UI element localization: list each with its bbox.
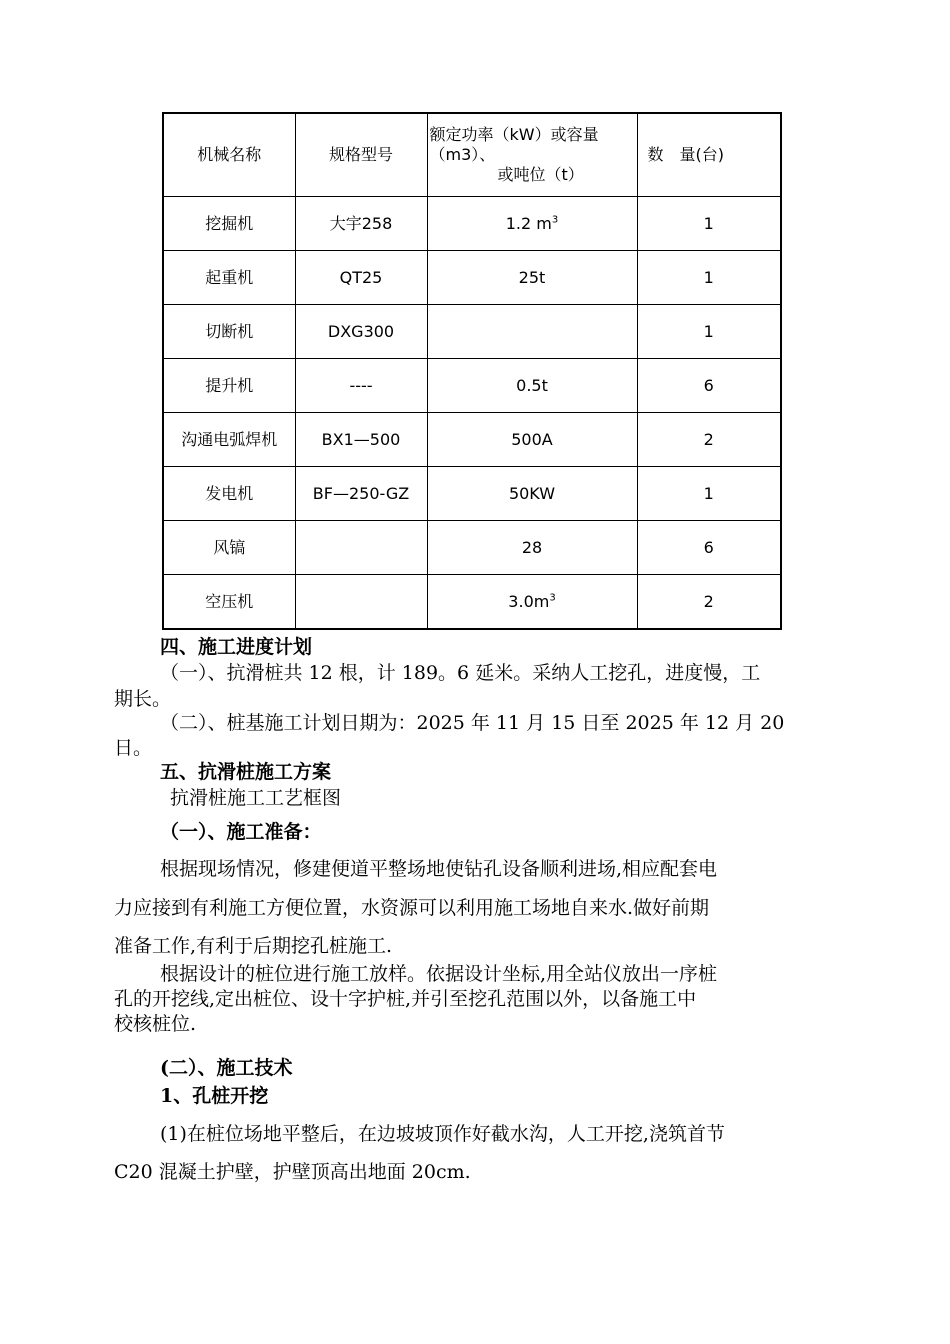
equipment-table [162,112,782,630]
section5-heading: 五、抗滑桩施工方案 [160,761,332,783]
header-quantity: 数 量(台) [637,113,781,197]
para1-line3: 准备工作,有利于后期挖孔桩施工. [114,935,393,957]
header-power-line1: 额定功率（kW）或容量 [429,125,599,144]
section4-para2-line1: （二）、桩基施工计划日期为：2025 年 11 月 15 日至 2025 年 12 月 20 [160,712,785,734]
cell-model: BF—250-GZ [295,467,427,521]
cell-qty: 2 [637,413,781,467]
table-row [163,521,781,575]
cell-name: 起重机 [163,251,295,305]
cell-model: DXG300 [295,305,427,359]
cell-power: 0.5t [427,359,637,413]
cell-power-value: 3.0m [508,591,550,611]
cell-name: 发电机 [163,467,295,521]
cell-model: ---- [295,359,427,413]
cell-qty: 2 [637,575,781,630]
cell-name: 沟通电弧焊机 [163,413,295,467]
cell-qty: 1 [637,305,781,359]
item1-line1: (1)在桩位场地平整后，在边坡坡顶作好截水沟，人工开挖,浇筑首节 [160,1123,725,1145]
cell-model: 大宇258 [295,197,427,251]
cell-power [427,305,637,359]
cell-qty: 1 [637,197,781,251]
table-row [163,575,781,630]
table-row [163,467,781,521]
table-row [163,197,781,251]
section4-para1-line1: （一）、抗滑桩共 12 根，计 189。6 延米。采纳人工挖孔，进度慢，工 [160,662,761,684]
cell-model: BX1—500 [295,413,427,467]
cell-power-value: 1.2 m [505,213,552,233]
header-power-line2: （m3）、 [429,145,496,164]
cell-model [295,575,427,630]
cell-qty: 6 [637,359,781,413]
header-machine-name: 机械名称 [163,113,295,197]
cell-name: 提升机 [163,359,295,413]
para2-line3: 校核桩位. [114,1013,197,1035]
section4-para2-line2: 日。 [114,737,153,759]
cell-name: 风镐 [163,521,295,575]
item1-heading: 1、孔桩开挖 [160,1085,269,1107]
cell-power: 28 [427,521,637,575]
cell-power-sup: 3 [551,214,559,226]
section5-sub1-heading: （一）、施工准备： [160,821,322,843]
cell-power [427,197,637,251]
cell-model [295,521,427,575]
cell-qty: 6 [637,521,781,575]
cell-name: 切断机 [163,305,295,359]
header-power-line3: 或吨位（t） [497,165,584,184]
table-row [163,251,781,305]
cell-name: 空压机 [163,575,295,630]
para2-line1: 根据设计的桩位进行施工放样。依据设计坐标,用全站仪放出一序桩 [160,963,718,985]
para1-line2: 力应接到有利施工方便位置，水资源可以利用施工场地自来水.做好前期 [114,897,710,919]
cell-qty: 1 [637,467,781,521]
para1-line1: 根据现场情况，修建便道平整场地使钻孔设备顺利进场,相应配套电 [160,858,718,880]
cell-power: 500A [427,413,637,467]
table-row [163,305,781,359]
table-row [163,359,781,413]
cell-qty: 1 [637,251,781,305]
table-row [163,413,781,467]
cell-power: 50KW [427,467,637,521]
section4-para1-line2: 期长。 [114,688,172,710]
para2-line2: 孔的开挖线,定出桩位、设十字护桩,并引至挖孔范围以外，以备施工中 [114,988,697,1010]
cell-power [427,575,637,630]
cell-power-sup: 3 [549,592,556,604]
cell-model: QT25 [295,251,427,305]
cell-power: 25t [427,251,637,305]
header-power [427,113,637,197]
header-model: 规格型号 [295,113,427,197]
section5-subtitle: 抗滑桩施工工艺框图 [170,787,342,809]
section4-heading: 四、施工进度计划 [160,636,313,658]
table-header-row [163,113,781,197]
section5-sub2-heading: (二）、施工技术 [160,1057,293,1079]
cell-name: 挖掘机 [163,197,295,251]
item1-line2: C20 混凝土护壁，护壁顶高出地面 20cm. [114,1161,471,1183]
